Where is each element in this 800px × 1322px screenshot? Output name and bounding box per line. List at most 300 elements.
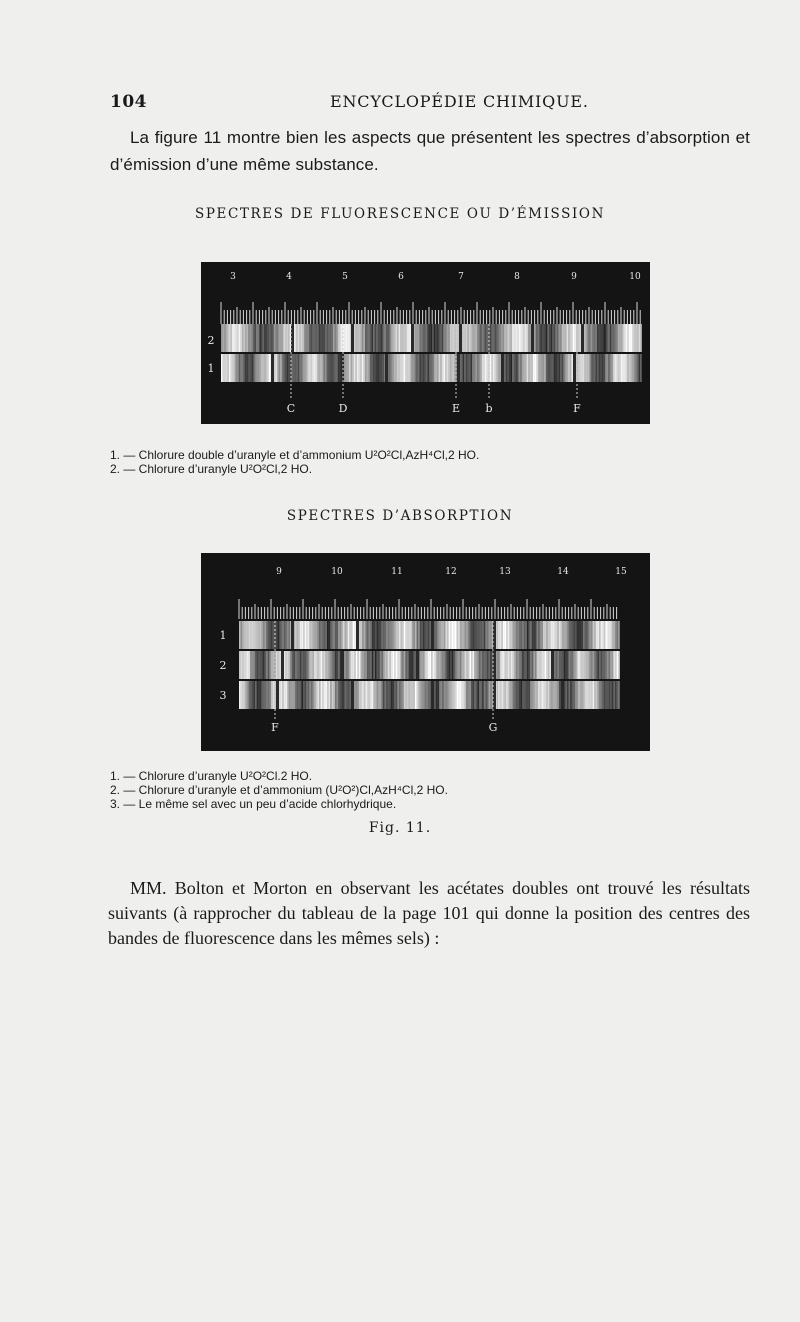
spectrum-line <box>437 621 439 649</box>
spectrum-line <box>460 621 462 649</box>
spectrum-line <box>327 621 329 649</box>
spectrum-line <box>477 651 479 679</box>
spectrum-line <box>599 651 601 679</box>
spectrum-line <box>303 621 305 649</box>
spectrum-line <box>303 651 305 679</box>
spectrum-line <box>498 651 500 679</box>
spectrum-line <box>367 651 369 679</box>
spectrum-line <box>546 621 548 649</box>
spectrum-line <box>535 354 537 382</box>
spectrum-line <box>489 651 491 679</box>
spectrum-line <box>493 324 495 352</box>
spectrum-line <box>552 324 554 352</box>
spectrum-line <box>275 324 277 352</box>
spectrum-line <box>403 354 405 382</box>
spectrum-line <box>505 621 507 649</box>
spectrum-line <box>335 681 337 709</box>
spectrum-line <box>450 621 452 649</box>
spectrum-line <box>431 354 433 382</box>
spectrum-line <box>285 324 287 352</box>
spectrum-line <box>612 681 614 709</box>
spectrum-line <box>447 681 449 709</box>
spectrum-line <box>442 324 444 352</box>
spectrum-line <box>376 324 378 352</box>
spectrum-line <box>327 354 329 382</box>
dark-band <box>501 354 504 382</box>
spectrum-line <box>469 324 471 352</box>
spectrum-line <box>506 651 508 679</box>
spectrum-line <box>498 681 500 709</box>
spectrum-line <box>250 324 252 352</box>
spectrum-line <box>445 621 447 649</box>
spectrum-line <box>509 621 511 649</box>
spectrum-line <box>604 621 606 649</box>
spectrum-line <box>571 324 573 352</box>
ab-scale-number: 9 <box>276 567 282 577</box>
dark-band <box>291 621 294 649</box>
spectrum-line <box>303 354 305 382</box>
dark-band <box>385 354 388 382</box>
spectrum-line <box>516 621 518 649</box>
spectrum-line <box>370 681 372 709</box>
spectrum-line <box>420 651 422 679</box>
spectrum-line <box>372 681 374 709</box>
absorption-caption-1: 1. — Chlorure d’uranyle U²O²Cl.2 HO. <box>110 769 313 783</box>
spectrum-line <box>511 324 513 352</box>
spectrum-line <box>402 324 404 352</box>
spectrum-line <box>349 324 351 352</box>
spectrum-line <box>517 651 519 679</box>
spectrum-line <box>395 354 397 382</box>
spectrum-line <box>490 681 492 709</box>
spectrum-line <box>513 681 515 709</box>
spectrum-line <box>442 354 444 382</box>
spectrum-line <box>221 354 223 382</box>
spectrum-line <box>529 681 531 709</box>
spectrum-line <box>516 651 518 679</box>
spectrum-line <box>279 354 281 382</box>
spectrum-line <box>578 354 580 382</box>
spectrum-line <box>324 681 326 709</box>
spectrum-line <box>231 324 233 352</box>
spectrum-line <box>621 354 623 382</box>
spectrum-line <box>457 681 459 709</box>
spectrum-line <box>476 681 478 709</box>
spectrum-line <box>293 681 295 709</box>
spectrum-line <box>441 651 443 679</box>
spectrum-line <box>272 324 274 352</box>
spectrum-line <box>468 651 470 679</box>
spectrum-line <box>409 621 411 649</box>
spectrum-line <box>517 354 519 382</box>
spectrum-line <box>377 651 379 679</box>
spectrum-line <box>378 621 380 649</box>
spectrum-line <box>345 681 347 709</box>
spectrum-line <box>389 354 391 382</box>
spectrum-line <box>255 621 257 649</box>
spectrum-line <box>597 354 599 382</box>
spectrum-line <box>607 651 609 679</box>
spectrum-line <box>447 354 449 382</box>
spectrum-line <box>298 651 300 679</box>
spectrum-line <box>399 324 401 352</box>
spectrum-line <box>306 324 308 352</box>
spectrum-line <box>375 324 377 352</box>
ab-scale-number: 15 <box>615 567 627 577</box>
spectrum-line <box>244 681 246 709</box>
spectrum-line <box>247 324 249 352</box>
spectrum-line <box>525 621 527 649</box>
spectrum-line <box>371 324 373 352</box>
spectrum-line <box>621 324 623 352</box>
spectrum-line <box>313 681 315 709</box>
spectrum-line <box>460 651 462 679</box>
spectrum-line <box>524 621 526 649</box>
spectrum-line <box>276 651 278 679</box>
spectrum-line <box>506 354 508 382</box>
spectrum-line <box>443 324 445 352</box>
spectrum-line <box>261 324 263 352</box>
spectrum-line <box>311 354 313 382</box>
absorption-caption-2: 2. — Chlorure d’uranyle et d’ammonium (U²O²)Cl,AzH⁴Cl,2 HO. <box>110 783 448 797</box>
spectrum-line <box>537 681 539 709</box>
spectrum-line <box>573 621 575 649</box>
spectrum-line <box>538 354 540 382</box>
spectrum-line <box>401 651 403 679</box>
dark-band <box>573 354 576 382</box>
spectrum-line <box>269 354 271 382</box>
spectrum-line <box>571 354 573 382</box>
spectrum-line <box>584 324 586 352</box>
spectrum-line <box>618 651 620 679</box>
spectrum-line <box>341 681 343 709</box>
spectrum-line <box>344 354 346 382</box>
spectrum-line <box>569 651 571 679</box>
spectrum-line <box>578 651 580 679</box>
spectrum-line <box>426 621 428 649</box>
spectrum-line <box>508 651 510 679</box>
spectrum-line <box>362 651 364 679</box>
spectrum-line <box>239 354 241 382</box>
spectrum-line <box>311 651 313 679</box>
spectrum-line <box>611 354 613 382</box>
spectrum-line <box>247 681 249 709</box>
spectrum-line <box>530 681 532 709</box>
spectrum-line <box>474 324 476 352</box>
spectrum-line <box>391 621 393 649</box>
spectrum-line <box>421 651 423 679</box>
spectrum-line <box>613 651 615 679</box>
spectrum-line <box>570 621 572 649</box>
spectrum-line <box>378 681 380 709</box>
spectrum-line <box>339 324 341 352</box>
spectrum-line <box>506 621 508 649</box>
spectrum-line <box>381 681 383 709</box>
ab-scale-number: 13 <box>499 567 511 577</box>
spectrum-line <box>282 324 284 352</box>
spectrum-line <box>560 354 562 382</box>
spectrum-line <box>426 354 428 382</box>
spectrum-line <box>436 681 438 709</box>
spectrum-line <box>329 621 331 649</box>
spectrum-line <box>368 354 370 382</box>
spectrum-line <box>610 354 612 382</box>
spectrum-line <box>591 324 593 352</box>
spectrum-line <box>265 681 267 709</box>
spectrum-line <box>527 651 529 679</box>
spectrum-line <box>457 621 459 649</box>
spectrum-line <box>573 681 575 709</box>
spectrum-line <box>508 681 510 709</box>
spectrum-line <box>567 681 569 709</box>
spectrum-line <box>244 651 246 679</box>
running-header <box>110 92 710 114</box>
spectrum-line <box>420 621 422 649</box>
dark-band <box>341 651 344 679</box>
spectrum-line <box>601 651 603 679</box>
spectrum-line <box>308 621 310 649</box>
spectrum-line <box>323 354 325 382</box>
spectrum-line <box>490 621 492 649</box>
spectrum-line <box>380 621 382 649</box>
spectrum-line <box>525 354 527 382</box>
spectrum-line <box>448 324 450 352</box>
spectrum-line <box>464 324 466 352</box>
spectrum-line <box>472 324 474 352</box>
spectrum-line <box>420 681 422 709</box>
spectrum-line <box>563 354 565 382</box>
spectrum-line <box>359 651 361 679</box>
spectrum-line <box>552 354 554 382</box>
spectrum-line <box>311 621 313 649</box>
spectrum-line <box>375 681 377 709</box>
spectrum-line <box>434 354 436 382</box>
spectrum-line <box>472 354 474 382</box>
spectrum-line <box>247 651 249 679</box>
spectrum-line <box>281 681 283 709</box>
spectrum-line <box>592 324 594 352</box>
spectrum-line <box>283 324 285 352</box>
spectrum-line <box>335 621 337 649</box>
spectrum-line <box>611 324 613 352</box>
spectrum-line <box>351 354 353 382</box>
spectrum-line <box>437 354 439 382</box>
spectrum-line <box>309 651 311 679</box>
spectrum-line <box>319 651 321 679</box>
spectrum-line <box>263 324 265 352</box>
spectrum-line <box>624 354 626 382</box>
spectrum-line <box>532 681 534 709</box>
spectrum-line <box>267 324 269 352</box>
spectrum-line <box>411 354 413 382</box>
spectrum-line <box>315 354 317 382</box>
spectrum-line <box>362 354 364 382</box>
spectrum-line <box>474 651 476 679</box>
spectrum-line <box>338 651 340 679</box>
spectrum-line <box>383 354 385 382</box>
spectrum-line <box>227 324 229 352</box>
spectrum-line <box>369 681 371 709</box>
spectrum-line <box>399 651 401 679</box>
spectrum-line <box>223 324 225 352</box>
spectrum-line <box>481 651 483 679</box>
spectrum-line <box>385 651 387 679</box>
spectrum-line <box>609 681 611 709</box>
spectrum-line <box>450 324 452 352</box>
spectrum-line <box>482 324 484 352</box>
spectrum-line <box>521 621 523 649</box>
spectrum-line <box>392 324 394 352</box>
spectrum-line <box>325 651 327 679</box>
spectrum-line <box>346 681 348 709</box>
spectrum-line <box>317 651 319 679</box>
spectrum-line <box>612 651 614 679</box>
spectrum-line <box>631 354 633 382</box>
spectrum-line <box>445 354 447 382</box>
spectrum-line <box>559 651 561 679</box>
spectrum-line <box>389 681 391 709</box>
spectrum-line <box>367 354 369 382</box>
spectrum-line <box>394 324 396 352</box>
spectrum-line <box>274 354 276 382</box>
spectrum-line <box>315 324 317 352</box>
spectrum-line <box>458 681 460 709</box>
spectrum-line <box>392 354 394 382</box>
spectrum-line <box>435 354 437 382</box>
spectrum-line <box>341 621 343 649</box>
spectrum-line <box>239 324 241 352</box>
spectrum-line <box>465 621 467 649</box>
spectrum-line <box>596 621 598 649</box>
spectrum-line <box>607 621 609 649</box>
spectrum-line <box>498 324 500 352</box>
spectrum-line <box>477 621 479 649</box>
spectrum-line <box>349 621 351 649</box>
spectrum-line <box>543 354 545 382</box>
spectrum-line <box>307 324 309 352</box>
spectrum-line <box>333 681 335 709</box>
spectrum-line <box>287 324 289 352</box>
spectrum-line <box>591 681 593 709</box>
spectrum-line <box>612 621 614 649</box>
spectrum-line <box>437 651 439 679</box>
spectrum-line <box>287 354 289 382</box>
spectrum-line <box>601 681 603 709</box>
spectrum-line <box>396 681 398 709</box>
spectrum-line <box>348 621 350 649</box>
spectrum-line <box>252 651 254 679</box>
spectrum-line <box>547 354 549 382</box>
spectrum-line <box>359 681 361 709</box>
spectrum-line <box>287 621 289 649</box>
spectrum-line <box>538 324 540 352</box>
em-scale-number: 8 <box>514 272 520 282</box>
spectrum-line <box>405 354 407 382</box>
spectrum-line <box>580 621 582 649</box>
spectrum-line <box>483 354 485 382</box>
spectrum-line <box>434 621 436 649</box>
spectrum-line <box>481 621 483 649</box>
spectrum-line <box>536 324 538 352</box>
spectrum-line <box>413 651 415 679</box>
spectrum-line <box>591 651 593 679</box>
spectrum-line <box>292 651 294 679</box>
spectrum-line <box>549 621 551 649</box>
spectrum-line <box>602 651 604 679</box>
spectrum-line <box>537 651 539 679</box>
spectrum-line <box>520 324 522 352</box>
spectrum-line <box>535 681 537 709</box>
spectrum-line <box>561 621 563 649</box>
spectrum-line <box>602 621 604 649</box>
spectrum-line <box>511 651 513 679</box>
spectrum-line <box>537 621 539 649</box>
spectrum-line <box>453 354 455 382</box>
spectrum-line <box>564 651 566 679</box>
spectrum-line <box>559 621 561 649</box>
spectrum-line <box>359 324 361 352</box>
spectrum-line <box>418 681 420 709</box>
spectrum-line <box>299 354 301 382</box>
spectrum-line <box>423 681 425 709</box>
spectrum-line <box>348 681 350 709</box>
spectrum-line <box>360 324 362 352</box>
spectrum-line <box>573 324 575 352</box>
spectrum-line <box>271 651 273 679</box>
spectrum-line <box>588 651 590 679</box>
spectrum-line <box>309 324 311 352</box>
spectrum-line <box>417 621 419 649</box>
spectrum-line <box>379 354 381 382</box>
spectrum-line <box>322 324 324 352</box>
spectrum-line <box>284 651 286 679</box>
spectrum-line <box>333 621 335 649</box>
spectrum-line <box>253 324 255 352</box>
spectrum-line <box>387 324 389 352</box>
spectrum-line <box>482 681 484 709</box>
em-fraunhofer-letter: C <box>286 402 296 415</box>
spectrum-line <box>522 651 524 679</box>
spectrum-line <box>466 354 468 382</box>
spectrum-line <box>593 651 595 679</box>
spectrum-line <box>252 621 254 649</box>
spectrum-line <box>357 681 359 709</box>
spectrum-line <box>640 324 642 352</box>
spectrum-line <box>544 324 546 352</box>
spectrum-line <box>553 681 555 709</box>
spectrum-line <box>370 324 372 352</box>
spectrum-line <box>479 651 481 679</box>
spectrum-line <box>487 354 489 382</box>
spectrum-line <box>437 324 439 352</box>
spectrum-line <box>506 681 508 709</box>
spectrum-line <box>477 681 479 709</box>
spectrum-line <box>419 354 421 382</box>
spectrum-line <box>549 354 551 382</box>
spectrum-line <box>277 621 279 649</box>
dark-band <box>561 681 564 709</box>
spectrum-line <box>465 681 467 709</box>
spectrum-line <box>250 651 252 679</box>
spectrum-line <box>613 681 615 709</box>
spectrum-line <box>280 324 282 352</box>
dark-band <box>411 324 414 352</box>
spectrum-line <box>321 621 323 649</box>
spectrum-line <box>554 324 556 352</box>
spectrum-line <box>381 354 383 382</box>
spectrum-line <box>508 621 510 649</box>
spectrum-line <box>423 354 425 382</box>
